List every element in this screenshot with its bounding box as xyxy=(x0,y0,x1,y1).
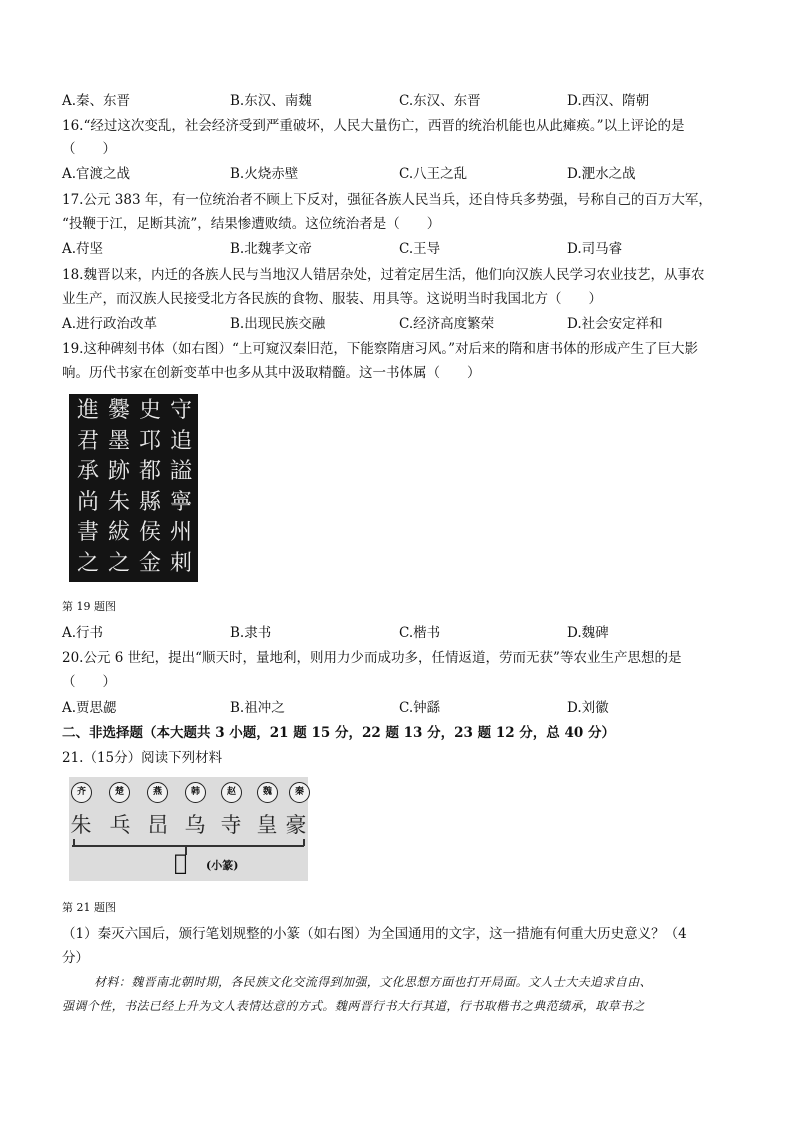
callig-char: 邛 xyxy=(138,428,161,454)
q18-option-a[interactable]: A.进行政治改革 xyxy=(62,316,158,332)
q20-stem-line2: （ ） xyxy=(62,674,116,690)
state-glyph: 寺 xyxy=(220,813,242,837)
q19-stem-line1: 19.这种碑刻书体（如右图）“上可窥汉秦旧范，下能察隋唐习风。”对后来的隋和唐书体的形成产生了巨大影 xyxy=(62,341,699,357)
q21-figure-caption: 第 21 题图 xyxy=(62,901,116,914)
q15-option-a[interactable]: A.秦、东晋 xyxy=(62,93,131,109)
state-label: 韩 xyxy=(185,782,206,803)
bracket-tick xyxy=(303,839,305,846)
q20-option-d[interactable]: D.刘徽 xyxy=(567,700,609,716)
callig-char: 君 xyxy=(76,428,99,454)
callig-char: 之 xyxy=(76,550,99,576)
callig-char: 金 xyxy=(138,550,161,576)
q19-option-d[interactable]: D.魏碑 xyxy=(567,625,609,641)
q21-material-line1: 材料：魏晋南北朝时期，各民族文化交流得到加强，文化思想方面也打开局面。文人士大夫追求自由、 xyxy=(94,975,653,989)
q17-option-d[interactable]: D.司马睿 xyxy=(567,241,623,257)
callig-char: 墨 xyxy=(107,428,130,454)
q18-option-c[interactable]: C.经济高度繁荣 xyxy=(399,316,495,332)
callig-char: 跡 xyxy=(107,459,130,484)
section2-title: 二、非选择题（本大题共 3 小题，21 题 15 分，22 题 13 分，23 题 12 分，总 40 分） xyxy=(62,725,615,741)
q18-stem-line2: 业生产，而汉族人民接受北方各民族的食物、服装、用具等。这说明当时我国北方（ ） xyxy=(62,291,602,307)
state-label: 燕 xyxy=(147,782,168,803)
state-glyph: 乓 xyxy=(109,813,131,837)
q16-option-c[interactable]: C.八王之乱 xyxy=(399,166,468,182)
state-label: 魏 xyxy=(257,782,278,803)
callig-char: 州 xyxy=(169,520,192,545)
q19-figure-caption: 第 19 题图 xyxy=(62,600,116,613)
q18-option-d[interactable]: D.社会安定祥和 xyxy=(567,316,663,332)
q17-option-b[interactable]: B.北魏孝文帝 xyxy=(230,241,312,257)
q20-option-a[interactable]: A.贾思勰 xyxy=(62,700,117,716)
state-glyph: 旵 xyxy=(147,813,169,837)
callig-char: 之 xyxy=(107,550,130,576)
seal-script-figure xyxy=(69,777,308,881)
q15-option-d[interactable]: D.西汉、隋朝 xyxy=(567,93,650,109)
q16-option-a[interactable]: A.官渡之战 xyxy=(62,166,131,182)
calligraphy-column-2 xyxy=(135,396,165,579)
q21-sub1-line1: （1）秦灭六国后，颁行笔划规整的小篆（如右图）为全国通用的文字，这一措施有何重大历史意义？（4 xyxy=(62,926,687,942)
q16-option-d[interactable]: D.淝水之战 xyxy=(567,166,636,182)
callig-char: 承 xyxy=(76,459,99,484)
q20-stem-line1: 20.公元 6 世纪，提出“顺天时，量地利，则用力少而成功多，任情返道，劳而无获”等农业生产思想的是 xyxy=(62,650,682,666)
callig-char: 都 xyxy=(138,459,161,484)
callig-char: 縣 xyxy=(138,489,161,515)
callig-char: 書 xyxy=(76,520,99,545)
state-label: 赵 xyxy=(221,782,242,803)
calligraphy-column-1 xyxy=(166,396,196,579)
callig-char: 侯 xyxy=(138,520,161,545)
bracket-line xyxy=(72,845,304,847)
q21-sub1-line2: 分） xyxy=(62,950,89,966)
callig-char: 朱 xyxy=(107,489,130,515)
q20-option-b[interactable]: B.祖冲之 xyxy=(230,700,285,716)
q19-option-b[interactable]: B.隶书 xyxy=(230,625,272,641)
unified-seal-label: (小篆) xyxy=(206,859,239,872)
callig-char: 紱 xyxy=(107,520,130,545)
state-label: 秦 xyxy=(289,782,310,803)
q17-option-c[interactable]: C.王导 xyxy=(399,241,441,257)
calligraphy-column-3 xyxy=(104,396,134,579)
callig-char: 謚 xyxy=(169,459,192,484)
callig-char: 追 xyxy=(169,428,192,454)
q21-material-line2: 强调个性，书法已经上升为文人表情达意的方式。魏两晋行书大行其道，行书取楷书之典范绩承，取草书之 xyxy=(62,999,645,1013)
q18-option-b[interactable]: B.出现民族交融 xyxy=(230,316,326,332)
callig-char: 尚 xyxy=(76,489,99,515)
callig-char: 刺 xyxy=(169,550,192,576)
callig-char: 進 xyxy=(76,398,99,423)
callig-char: 寧 xyxy=(169,489,192,515)
state-glyph: 皇 xyxy=(256,813,278,837)
calligraphy-rubbing-figure xyxy=(69,394,198,582)
q16-option-b[interactable]: B.火烧赤壁 xyxy=(230,166,299,182)
q16-stem-line2: （ ） xyxy=(62,141,116,157)
callig-char: 守 xyxy=(169,398,192,423)
q18-stem-line1: 18.魏晋以来，内迁的各族人民与当地汉人错居杂处，过着定居生活，他们向汉族人民学习农业技艺，从事农 xyxy=(62,267,705,283)
q19-option-a[interactable]: A.行书 xyxy=(62,625,104,641)
state-glyph: 豪 xyxy=(285,813,307,837)
state-label: 楚 xyxy=(109,782,130,803)
calligraphy-column-4 xyxy=(73,396,103,579)
q15-option-c[interactable]: C.东汉、东晋 xyxy=(399,93,481,109)
q17-stem-line2: “投鞭于江，足断其流”，结果惨遭败绩。这位统治者是（ ） xyxy=(62,216,441,232)
q19-stem-line2: 响。历代书家在创新变革中也多从其中汲取精髓。这一书体属（ ） xyxy=(62,365,481,381)
q16-stem-line1: 16.“经过这次变乱，社会经济受到严重破坏，人民大量伤亡，西晋的统治机能也从此瘫痪。”以上评论的是 xyxy=(62,118,685,134)
q20-option-c[interactable]: C.钟繇 xyxy=(399,700,441,716)
callig-char: 史 xyxy=(138,398,161,423)
unified-seal-glyph: 𢒯 xyxy=(174,851,188,876)
callig-char: 爨 xyxy=(107,398,130,423)
q17-stem-line1: 17.公元 383 年，有一位统治者不顾上下反对，强征各族人民当兵，还自恃兵多势强，号称自己的百万大军， xyxy=(62,192,712,208)
q15-option-b[interactable]: B.东汉、南魏 xyxy=(230,93,312,109)
state-glyph: 朱 xyxy=(70,813,92,837)
state-glyph: 乌 xyxy=(184,813,206,837)
q17-option-a[interactable]: A.苻坚 xyxy=(62,241,104,257)
state-label: 齐 xyxy=(71,782,92,803)
q21-intro: 21.（15分）阅读下列材料 xyxy=(62,750,223,766)
q19-option-c[interactable]: C.楷书 xyxy=(399,625,441,641)
bracket-tick xyxy=(73,839,75,846)
